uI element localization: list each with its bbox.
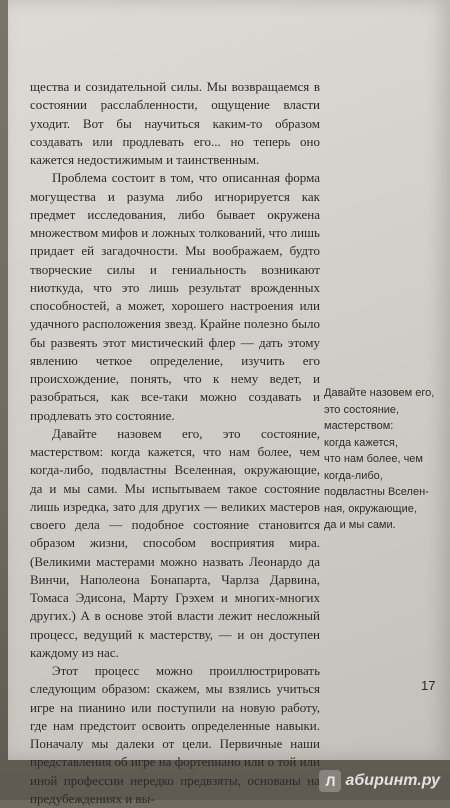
side-note-line: когда-либо,	[324, 469, 383, 482]
paragraph-1: щества и созидательной силы. Мы возвращаемся в состоянии расслабленности, ощущение власти уходит. Вот бы научиться каким-то образом создавать или продлевать его... но теперь оно кажется недостижимым и таинственным.	[30, 79, 320, 167]
side-note-line: мастерством:	[324, 420, 394, 432]
paragraph-2: Проблема состоит в том, что описанная форма могущества и разума либо игнорируется как предмет исследования, либо бывает окружена множеством мифов и ложных толкований, что лишь придает ей загадочности. Мы воображаем, будто творческие силы и гениальность возникают ниоткуда, что это лишь результат врожденных способностей, а может, хорошего настроения или удачного расположения звезд. Крайне полезно было бы развеять этот мистический флер — дать этому явлению четкое определение, изучить его происхождение, понять, что к нему ведет, и разобраться, как все-таки можно создавать и продлевать это состояние.	[30, 170, 320, 423]
side-note-line: что нам более, чем	[324, 453, 423, 465]
page-number: 17	[421, 678, 436, 693]
labirint-watermark	[319, 770, 440, 792]
main-text-column	[30, 78, 320, 808]
side-note-line: подвластны Вселен-	[324, 486, 429, 498]
side-note-line: Давайте назовем его,	[324, 387, 435, 399]
side-note-line: это состояние,	[324, 403, 400, 416]
paragraph-3: Давайте назовем его, это состояние, мастерством: когда кажется, что нам более, чем когда-либо, подвластны Вселенная, окружающие, да и мы сами. Мы испытываем такое состояние лишь изредка, зато для других — великих мастеров своего дела — подобное состояние становится образом жизни, способом восприятия мира. (Великими мастерами можно назвать Леонардо да Винчи, Наполеона Бонапарта, Чарлза Дарвина, Томаса Эдисона, Марту Грэхем и многих-многих других.) А в основе этой власти лежит несложный процесс, ведущий к мастерству, — и он доступен каждому из нас.	[30, 425, 320, 660]
margin-pull-quote	[324, 385, 436, 534]
side-note-line: да и мы сами.	[324, 519, 396, 531]
side-note-line: ная, окружающие,	[324, 502, 417, 515]
watermark-text: абиринт.ру	[345, 772, 440, 789]
paragraph-4: Этот процесс можно проиллюстрировать следующим образом: скажем, мы взялись учиться игре на пианино или поступили на новую работу, где нам предстоит освоить определенные навыки. Поначалу мы далеки от цели. Первичные наши представления об игре на фортепиано или о той или иной профессии нередко предвзяты, основаны на предубеждениях и вы-	[30, 663, 320, 806]
labirint-logo-icon: Л	[319, 770, 341, 792]
side-note-line: когда кажется,	[324, 436, 398, 449]
